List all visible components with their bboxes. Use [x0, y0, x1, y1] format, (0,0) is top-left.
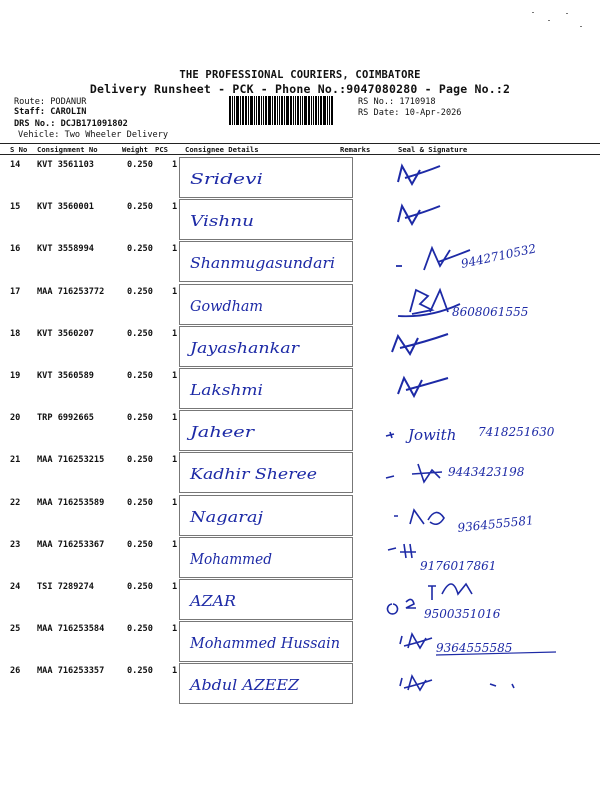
consignment-cell: KVT 3558994: [37, 244, 94, 255]
table-row: [0, 241, 600, 283]
table-row: [0, 157, 600, 199]
consignee-name: Mohammed: [189, 549, 272, 568]
consignee-handwriting: [180, 664, 352, 703]
pcs-cell: 1: [172, 202, 178, 213]
barcode-image: [229, 96, 354, 125]
barcode-bar: [265, 96, 267, 125]
consignee-box: [179, 579, 353, 620]
signature-phone: 9443423198: [448, 465, 525, 479]
consignee-name: Abdul AZEEZ: [187, 676, 300, 695]
consignee-handwriting: [180, 369, 352, 408]
weight-cell: 0.250: [127, 455, 153, 466]
barcode-bar: [293, 96, 294, 125]
consignee-box: [179, 368, 353, 409]
sno-cell: 15: [10, 202, 21, 213]
weight-cell: 0.250: [127, 160, 153, 170]
runsheet-subtitle: Delivery Runsheet - PCK - Phone No.:9047080280 - Page No.:2: [89, 82, 511, 96]
consignee-handwriting: [180, 411, 352, 450]
consignment-cell: KVT 3560207: [37, 328, 94, 339]
consignee-box: [179, 410, 353, 451]
signature-phone: 9364555585: [436, 641, 513, 655]
consignee-handwriting: [180, 327, 352, 366]
col-seal: Seal & Signature: [398, 145, 468, 154]
weight-cell: 0.250: [127, 371, 153, 381]
sno-cell: 14: [10, 160, 21, 170]
barcode-bar: [272, 96, 273, 125]
barcode-bar: [242, 96, 244, 125]
consignment-cell: KVT 3560589: [37, 371, 94, 381]
vehicle-label: Vehicle: Two Wheeler Delivery: [18, 130, 169, 140]
consignee-name: Jayashankar: [186, 338, 300, 357]
sno-cell: 20: [10, 413, 21, 424]
consignee-name: Lakshmi: [188, 381, 264, 399]
sno-cell: 23: [10, 539, 21, 550]
barcode-bar: [256, 96, 257, 125]
signature-phone: 7418251630: [478, 425, 555, 439]
consignment-cell: KVT 3560001: [37, 202, 94, 213]
consignment-cell: TSI 7289274: [37, 582, 94, 592]
consignee-name: Jaheer: [186, 423, 256, 442]
signature-name: Jowith: [408, 426, 457, 444]
weight-cell: 0.250: [127, 328, 153, 339]
barcode-bar: [234, 96, 235, 125]
barcode-bar: [302, 96, 303, 125]
barcode-bar: [240, 96, 241, 125]
table-row: [0, 579, 600, 621]
table-row: [0, 621, 600, 663]
consignee-box: [179, 621, 353, 662]
barcode-bar: [329, 96, 330, 125]
consignee-handwriting: [180, 285, 352, 324]
consignee-name: Gowdham: [190, 296, 263, 315]
weight-cell: 0.250: [127, 202, 153, 213]
consignee-handwriting: [180, 496, 352, 535]
consignee-box: [179, 284, 353, 325]
table-header: [0, 143, 600, 155]
consignee-handwriting: [180, 200, 352, 239]
table-row: [0, 663, 600, 705]
barcode-bar: [304, 96, 307, 125]
sno-cell: 24: [10, 582, 21, 592]
company-title: THE PROFESSIONAL COURIERS, COIMBATORE: [179, 69, 421, 81]
barcode-bar: [318, 96, 319, 125]
pcs-cell: 1: [172, 497, 178, 508]
consignee-name: Kadhir Sheree: [188, 465, 318, 484]
barcode-bar: [320, 96, 322, 125]
pcs-cell: 1: [172, 413, 178, 424]
consignee-handwriting: [180, 538, 352, 577]
signature-phone: 9442710532: [459, 241, 538, 271]
consignment-cell: MAA 716253367: [37, 539, 105, 550]
col-pcs: PCS: [155, 145, 168, 154]
table-row: [0, 326, 600, 368]
sno-cell: 18: [10, 328, 21, 339]
barcode-bar: [229, 96, 231, 125]
col-sno: S No: [10, 145, 28, 154]
barcode-bar: [258, 96, 260, 125]
table-row: [0, 537, 600, 579]
sno-cell: 16: [10, 244, 21, 255]
barcode-bar: [331, 96, 333, 125]
pcs-cell: 1: [172, 328, 178, 339]
sno-cell: 21: [10, 455, 21, 466]
barcode-bar: [308, 96, 310, 125]
weight-cell: 0.250: [127, 413, 153, 424]
consignee-handwriting: [180, 453, 352, 492]
pcs-cell: 1: [172, 371, 178, 381]
consignment-cell: KVT 3561103: [37, 160, 94, 170]
weight-cell: 0.250: [127, 539, 153, 550]
barcode-bar: [268, 96, 271, 125]
consignee-handwriting: [180, 622, 352, 661]
table-row: [0, 495, 600, 537]
consignee-handwriting: [180, 242, 352, 281]
table-row: [0, 410, 600, 452]
barcode-bar: [274, 96, 276, 125]
consignee-handwriting: [180, 158, 352, 197]
barcode-bar: [250, 96, 253, 125]
barcode-bar: [315, 96, 317, 125]
consignee-box: [179, 199, 353, 240]
table-row: [0, 368, 600, 410]
consignee-name: Mohammed Hussain: [189, 634, 340, 653]
consignee-box: [179, 537, 353, 578]
consignee-name: Shanmugasundari: [190, 254, 336, 273]
signature-phone: 9500351016: [424, 607, 501, 621]
pcs-cell: 1: [172, 244, 178, 255]
pcs-cell: 1: [172, 160, 178, 170]
sno-cell: 22: [10, 497, 21, 508]
consignee-box: [179, 326, 353, 367]
weight-cell: 0.250: [127, 582, 153, 592]
weight-cell: 0.250: [127, 497, 153, 508]
barcode-bar: [245, 96, 247, 125]
barcode-bar: [261, 96, 262, 125]
sno-cell: 17: [10, 286, 21, 297]
barcode-bar: [277, 96, 278, 125]
consignment-cell: MAA 716253215: [37, 455, 105, 466]
col-remarks: Remarks: [340, 145, 371, 154]
sno-cell: 25: [10, 624, 21, 635]
barcode-bar: [286, 96, 289, 125]
sno-cell: 26: [10, 666, 21, 677]
barcode-bar: [236, 96, 239, 125]
table-row: [0, 452, 600, 494]
consignee-box: [179, 241, 353, 282]
consignee-box: [179, 452, 353, 493]
drs-number: DRS No.: DCJB171091802: [14, 119, 128, 129]
barcode-bar: [313, 96, 314, 125]
route-label: Route: PODANUR: [14, 97, 87, 107]
col-weight: Weight: [122, 145, 148, 154]
pcs-cell: 1: [172, 286, 178, 297]
barcode-bar: [290, 96, 292, 125]
barcode-bar: [323, 96, 326, 125]
weight-cell: 0.250: [127, 624, 153, 635]
consignment-cell: MAA 716253772: [37, 286, 105, 297]
pcs-cell: 1: [172, 624, 178, 635]
consignee-name: Vishnu: [190, 212, 254, 231]
signature-phone: 8608061555: [452, 305, 529, 319]
pcs-cell: 1: [172, 582, 178, 592]
consignee-handwriting: [180, 580, 352, 619]
pcs-cell: 1: [172, 455, 178, 466]
consignee-name: AZAR: [187, 592, 236, 610]
table-row: [0, 284, 600, 326]
col-consignee: Consignee Details: [185, 145, 259, 154]
table-row: [0, 199, 600, 241]
consignee-box: [179, 157, 353, 198]
signature-phone: 9364555581: [456, 513, 535, 535]
consignee-box: [179, 663, 353, 704]
staff-label: Staff: CAROLIN: [14, 107, 87, 117]
signature-phone: 9176017861: [420, 559, 497, 573]
rs-number: RS No.: 1710918: [358, 97, 436, 107]
consignment-cell: TRP 6992665: [37, 413, 94, 424]
pcs-cell: 1: [172, 666, 178, 677]
weight-cell: 0.250: [127, 244, 153, 255]
consignee-box: [179, 495, 353, 536]
rs-date: RS Date: 10-Apr-2026: [358, 108, 462, 118]
consignee-name: Sridevi: [190, 170, 264, 188]
sno-cell: 19: [10, 371, 21, 381]
consignment-cell: MAA 716253584: [37, 624, 105, 635]
consignment-cell: MAA 716253357: [37, 666, 105, 677]
pcs-cell: 1: [172, 539, 178, 550]
barcode-bar: [281, 96, 283, 125]
barcode-bar: [297, 96, 299, 125]
weight-cell: 0.250: [127, 666, 153, 677]
consignment-cell: MAA 716253589: [37, 497, 105, 508]
col-consignment: Consignment No: [37, 145, 98, 154]
weight-cell: 0.250: [127, 286, 153, 297]
consignee-name: Nagaraj: [188, 507, 264, 526]
